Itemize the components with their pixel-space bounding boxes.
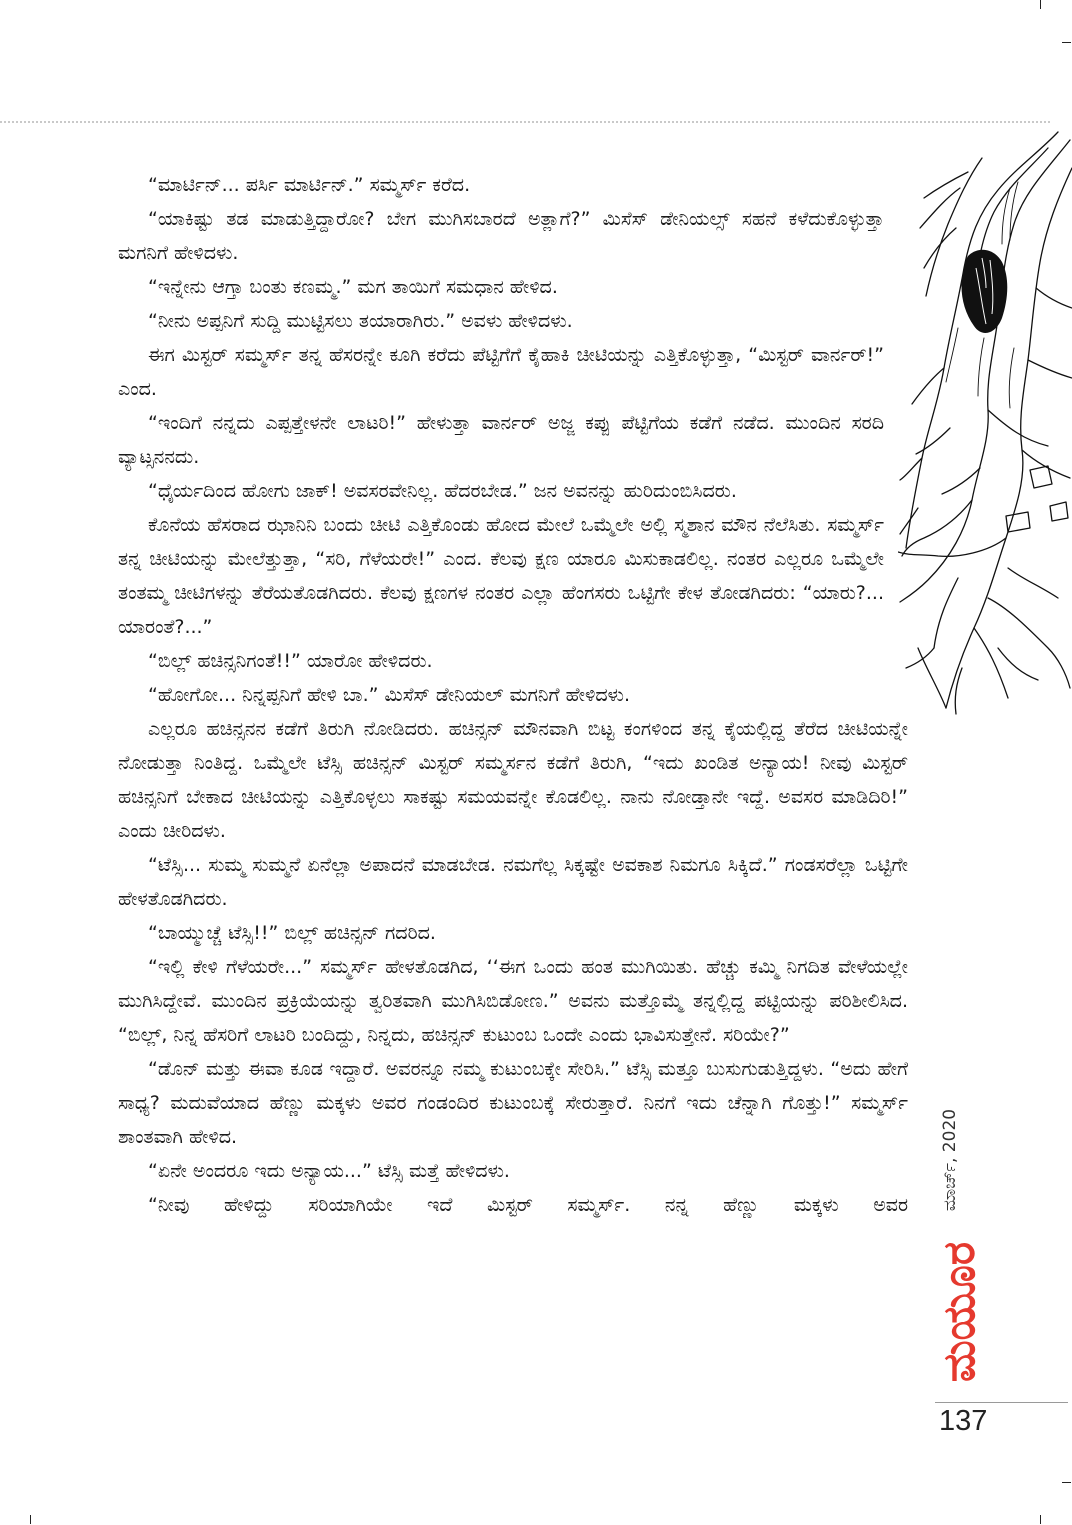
story-paragraph: ಈಗ ಮಿಸ್ಟರ್ ಸಮ್ಮರ್ಸ್ ತನ್ನ ಹೆಸರನ್ನೇ ಕೂಗಿ ಕರೆದು ಪೆಟ್ಟಿಗೆಗೆ ಕೈಹಾಕಿ ಚೀಟಿಯನ್ನು ಎತ್ತಿಕೊಳ್ಳುತ್ತಾ, “ಮಿಸ್ಟರ್ ವಾರ್ನರ್!” ಎಂದ. [118,344,884,400]
illustration-gutter [884,168,908,712]
story-body [118,168,908,1408]
story-paragraph: “ಇಲ್ಲಿ ಕೇಳಿ ಗೆಳೆಯರೇ...” ಸಮ್ಮರ್ಸ್ ಹೇಳತೊಡಗಿದ, ‘‘ಈಗ ಒಂದು ಹಂತ ಮುಗಿಯಿತು. ಹೆಚ್ಚು ಕಮ್ಮಿ ನಿಗದಿತ ವೇಳೆಯಲ್ಲೇ ಮುಗಿಸಿದ್ದೇವೆ. ಮುಂದಿನ ಪ್ರಕ್ರಿಯೆಯನ್ನು ತ್ವರಿತವಾಗಿ ಮುಗಿಸಿಬಿಡೋಣ.” ಅವನು ಮತ್ತೊಮ್ಮೆ ತನ್ನಲ್ಲಿದ್ದ ಪಟ್ಟಿಯನ್ನು ಪರಿಶೀಲಿಸಿದ. “ಬಿಲ್ಲ್, ನಿನ್ನ ಹೆಸರಿಗೆ ಲಾಟರಿ ಬಂದಿದ್ದು, ನಿನ್ನದು, ಹಚಿನ್ಸನ್ ಕುಟುಂಬ ಒಂದೇ ಎಂದು ಭಾವಿಸುತ್ತೇನೆ. ಸರಿಯೇ?” [118,956,908,1046]
story-paragraph: “ಟೆಸ್ಸಿ... ಸುಮ್ಮ ಸುಮ್ಮನೆ ಏನೆಲ್ಲಾ ಅಪಾದನೆ ಮಾಡಬೇಡ. ನಮಗೆಲ್ಲ ಸಿಕ್ಕಷ್ಟೇ ಅವಕಾಶ ನಿಮಗೂ ಸಿಕ್ಕಿದೆ.” ಗಂಡಸರೆಲ್ಲಾ ಒಟ್ಟಿಗೇ ಹೇಳತೊಡಗಿದರು. [118,854,908,910]
story-paragraph: ಎಲ್ಲರೂ ಹಚಿನ್ಸನನ ಕಡೆಗೆ ತಿರುಗಿ ನೋಡಿದರು. ಹಚಿನ್ಸನ್ ಮೌನವಾಗಿ ಬಿಟ್ಟ ಕಂಗಳಿಂದ ತನ್ನ ಕೈಯಲ್ಲಿದ್ದ ತೆರೆದ ಚೀಟಿಯನ್ನೇ ನೋಡುತ್ತಾ ನಿಂತಿದ್ದ. ಒಮ್ಮೆಲೇ ಟೆಸ್ಸಿ ಹಚಿನ್ಸನ್ ಮಿಸ್ಟರ್ ಸಮ್ಮರ್ಸನ ಕಡೆಗೆ ತಿರುಗಿ, “ಇದು ಖಂಡಿತ ಅನ್ಯಾಯ! ನೀವು ಮಿಸ್ಟರ್ ಹಚಿನ್ಸನಿಗೆ ಬೇಕಾದ ಚೀಟಿಯನ್ನು ಎತ್ತಿಕೊಳ್ಳಲು ಸಾಕಷ್ಟು ಸಮಯವನ್ನೇ ಕೊಡಲಿಲ್ಲ. ನಾನು ನೋಡ್ತಾನೇ ಇದ್ದೆ. ಅವಸರ ಮಾಡಿದಿರಿ!” ಎಂದು ಚೀರಿದಳು. [118,718,908,842]
crop-mark [1040,1515,1041,1524]
page-number-rule [935,1402,1068,1403]
story-paragraph: “ನೀವು ಹೇಳಿದ್ದು ಸರಿಯಾಗಿಯೇ ಇದೆ ಮಿಸ್ಟರ್ ಸಮ್ಮರ್ಸ್. ನನ್ನ ಹೆಣ್ಣು ಮಕ್ಕಳು ಅವರ [148,1194,908,1216]
tree-illustration [898,128,1072,718]
story-paragraph: “ಏನೇ ಅಂದರೂ ಇದು ಅನ್ಯಾಯ...” ಟೆಸ್ಸಿ ಮತ್ತೆ ಹೇಳಿದಳು. [148,1160,510,1182]
page-number: 137 [939,1405,988,1437]
story-paragraph: ಕೊನೆಯ ಹೆಸರಾದ ಝಾನಿನಿ ಬಂದು ಚೀಟಿ ಎತ್ತಿಕೊಂಡು ಹೋದ ಮೇಲೆ ಒಮ್ಮೆಲೇ ಅಲ್ಲಿ ಸ್ಮಶಾನ ಮೌನ ನೆಲೆಸಿತು. ಸಮ್ಮರ್ಸ್ ತನ್ನ ಚೀಟಿಯನ್ನು ಮೇಲೆತ್ತುತ್ತಾ, “ಸರಿ, ಗೆಳೆಯರೇ!” ಎಂದ. ಕೆಲವು ಕ್ಷಣ ಯಾರೂ ಮಿಸುಕಾಡಲಿಲ್ಲ. ನಂತರ ಎಲ್ಲರೂ ಒಮ್ಮೆಲೇ ತಂತಮ್ಮ ಚೀಟಿಗಳನ್ನು ತೆರೆಯತೊಡಗಿದರು. ಕೆಲವು ಕ್ಷಣಗಳ ನಂತರ ಎಲ್ಲಾ ಹೆಂಗಸರು ಒಟ್ಟಿಗೇ ಕೇಳ ತೋಡಗಿದರು: “ಯಾರು?... ಯಾರಂತೆ?...” [118,514,884,638]
story-paragraph: “ಯಾಕಿಷ್ಟು ತಡ ಮಾಡುತ್ತಿದ್ದಾರೋ? ಬೇಗ ಮುಗಿಸಬಾರದೆ ಅತ್ಲಾಗೆ?” ಮಿಸೆಸ್ ಡೇನಿಯಲ್ಸ್ ಸಹನೆ ಕಳೆದುಕೊಳ್ಳುತ್ತಾ ಮಗನಿಗೆ ಹೇಳಿದಳು. [118,208,884,264]
story-paragraph: “ಇನ್ನೇನು ಆಗ್ತಾ ಬಂತು ಕಣಮ್ಮ.” ಮಗ ತಾಯಿಗೆ ಸಮಧಾನ ಹೇಳಿದ. [148,276,558,298]
story-paragraph: “ನೀನು ಅಪ್ಪನಿಗೆ ಸುದ್ದಿ ಮುಟ್ಟಿಸಲು ತಯಾರಾಗಿರು.” ಅವಳು ಹೇಳಿದಳು. [148,310,573,332]
crop-mark [1040,0,1041,9]
crop-mark [1062,1482,1071,1483]
crop-mark [1062,42,1071,43]
story-paragraph: “ಧೈರ್ಯದಿಂದ ಹೋಗು ಜಾಕ್! ಅವಸರವೇನಿಲ್ಲ. ಹೆದರಬೇಡ.” ಜನ ಅವನನ್ನು ಹುರಿದುಂಬಿಸಿದರು. [148,480,737,502]
dotted-divider [0,121,1050,123]
magazine-logo: ಮಯೂರ [934,1241,985,1383]
story-paragraph: “ಇಂದಿಗೆ ನನ್ನದು ಎಪ್ಪತ್ತೇಳನೇ ಲಾಟರಿ!” ಹೇಳುತ್ತಾ ವಾರ್ನರ್ ಅಜ್ಜ ಕಪ್ಪು ಪೆಟ್ಟಿಗೆಯ ಕಡೆಗೆ ನಡೆದ. ಮುಂದಿನ ಸರದಿ ವ್ಯಾಟ್ಸನನದು. [118,412,884,468]
crop-mark [30,1515,31,1524]
story-paragraph: “ಡೊನ್ ಮತ್ತು ಈವಾ ಕೂಡ ಇದ್ದಾರೆ. ಅವರನ್ನೂ ನಮ್ಮ ಕುಟುಂಬಕ್ಕೇ ಸೇರಿಸಿ.” ಟೆಸ್ಸಿ ಮತ್ತೂ ಬುಸುಗುಡುತ್ತಿದ್ದಳು. “ಅದು ಹೇಗೆ ಸಾಧ್ಯ? ಮದುವೆಯಾದ ಹೆಣ್ಣು ಮಕ್ಕಳು ಅವರ ಗಂಡಂದಿರ ಕುಟುಂಬಕ್ಕೆ ಸೇರುತ್ತಾರೆ. ನಿನಗೆ ಇದು ಚೆನ್ನಾಗಿ ಗೊತ್ತು!” ಸಮ್ಮರ್ಸ್ ಶಾಂತವಾಗಿ ಹೇಳಿದ. [118,1058,908,1148]
issue-date: ಮಾರ್ಚ್, 2020 [940,1108,960,1212]
story-paragraph: “ಮಾರ್ಟಿನ್... ಪರ್ಸಿ ಮಾರ್ಟಿನ್.” ಸಮ್ಮರ್ಸ್ ಕರೆದ. [148,174,471,196]
story-paragraph: “ಹೋಗೋ... ನಿನ್ನಪ್ಪನಿಗೆ ಹೇಳಿ ಬಾ.” ಮಿಸೆಸ್ ಡೇನಿಯಲ್ ಮಗನಿಗೆ ಹೇಳಿದಳು. [148,684,631,706]
story-paragraph: “ಬಾಯ್ಮುಚ್ಚೆ ಟೆಸ್ಸಿ!!” ಬಿಲ್ಲ್ ಹಚಿನ್ಸನ್ ಗದರಿದ. [148,922,436,944]
story-paragraph: “ಬಿಲ್ಲ್ ಹಚಿನ್ಸನಿಗಂತೆ!!” ಯಾರೋ ಹೇಳಿದರು. [148,650,433,672]
